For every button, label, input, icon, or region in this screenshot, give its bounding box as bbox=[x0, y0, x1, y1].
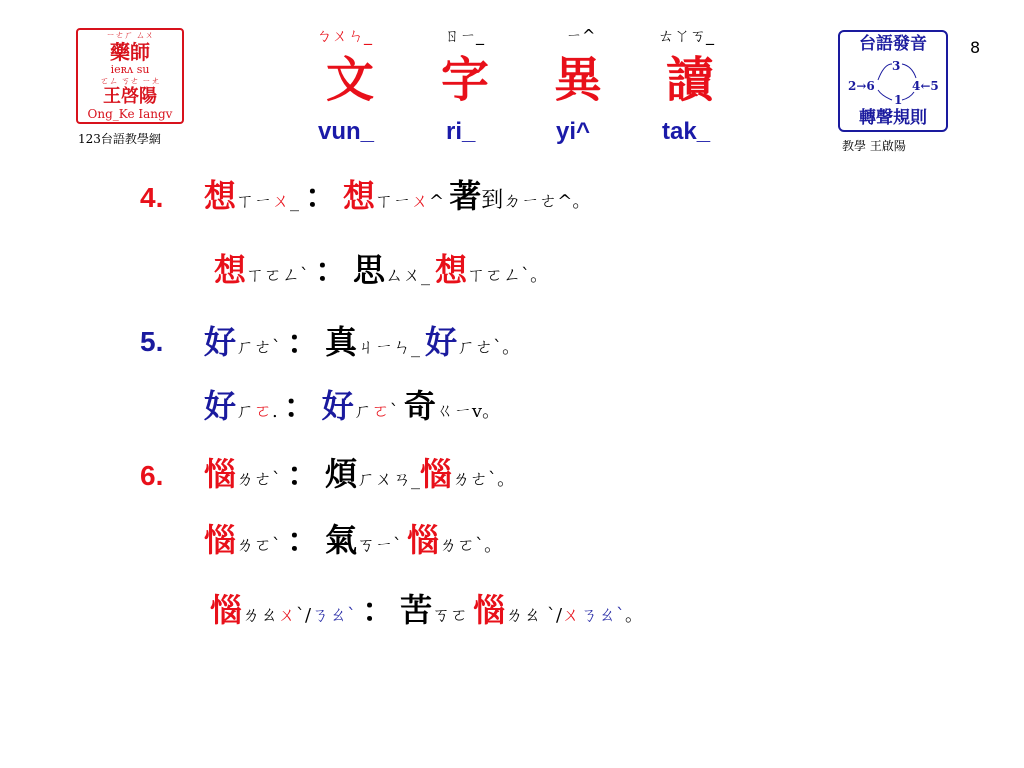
zhuyin: ㄏㄜˋ bbox=[236, 337, 282, 358]
zhuyin: ㄌㄜˋ bbox=[236, 469, 282, 490]
header-char-3: 異 bbox=[554, 52, 603, 108]
zhuyin-tone: ˋ/ bbox=[296, 605, 312, 626]
logo-left bbox=[76, 28, 184, 124]
header-roman-1: vun_ bbox=[318, 118, 375, 145]
zhuyin-text: ㄅㄨㄣ_ bbox=[316, 26, 373, 45]
page-number: 8 bbox=[970, 38, 981, 57]
zhuyin: ㄎㄛ bbox=[432, 605, 469, 626]
char: 氣 bbox=[325, 521, 358, 559]
tone-rule-bottom: 1 bbox=[894, 93, 903, 107]
zhuyin-tone: ^ bbox=[429, 191, 445, 212]
logo-left-caption: 123台語教學網 bbox=[78, 132, 161, 146]
colon: ： bbox=[287, 455, 320, 493]
zhuyin: ㄌㄠ bbox=[242, 605, 279, 626]
char: 惱 bbox=[210, 591, 243, 629]
zhuyin: ㄍㄧv bbox=[435, 401, 483, 422]
zhuyin: ㄙㄨ_ bbox=[385, 265, 431, 286]
zhuyin: ㄌㄠ ˋ/ bbox=[505, 605, 563, 626]
logo-name: 王啓陽 bbox=[103, 86, 157, 107]
zhuyin-tone: ˋ bbox=[389, 401, 399, 422]
zhuyin: ㄏ bbox=[353, 401, 372, 422]
colon: ： bbox=[287, 323, 320, 361]
char: 想 bbox=[343, 177, 376, 215]
zhuyin: ㄐㄧㄣ_ bbox=[357, 337, 421, 358]
line-4b bbox=[214, 251, 549, 289]
char: 想 bbox=[435, 251, 468, 289]
tone-rule-left: 2→6 bbox=[848, 79, 875, 93]
char: 苦 bbox=[400, 591, 433, 629]
zhuyin: ㄎㄧˋ bbox=[357, 535, 403, 556]
char: 好 bbox=[321, 387, 354, 425]
line-6b bbox=[204, 521, 503, 559]
logo-zhuyin-top: ㄧㄜㄏ ㄙㄨ bbox=[106, 31, 154, 41]
logo-roman-bottom: Ong_Ke Iangv bbox=[87, 107, 173, 121]
logo-right-top: 台語發音 bbox=[859, 34, 927, 54]
zhuyin-mark: ㄨ bbox=[562, 605, 581, 626]
logo-right bbox=[838, 30, 948, 132]
zhuyin: ㄉㄧㄜ^ bbox=[503, 191, 573, 212]
period: 。 bbox=[530, 265, 549, 286]
char: 煩 bbox=[325, 455, 358, 493]
char: 想 bbox=[214, 251, 247, 289]
char: 好 bbox=[204, 323, 237, 361]
colon: ： bbox=[283, 387, 316, 425]
zhuyin: ㄏㄜˋ bbox=[457, 337, 503, 358]
colon: ： bbox=[287, 521, 320, 559]
zhuyin: ㄌㄛˋ bbox=[439, 535, 485, 556]
char: 惱 bbox=[420, 455, 453, 493]
zhuyin-mark: ㄨ bbox=[411, 191, 430, 212]
colon: ： bbox=[315, 251, 348, 289]
line-6c bbox=[210, 591, 644, 629]
zhuyin: ㄒㄧ bbox=[236, 191, 273, 212]
colon: ： bbox=[305, 177, 338, 215]
zhuyin: ㄏ bbox=[236, 401, 255, 422]
header-zhuyin-2: ㄖㄧ_ bbox=[444, 26, 485, 45]
zhuyin-mark: ㄨ bbox=[272, 191, 291, 212]
item-number-6: 6. bbox=[140, 460, 164, 491]
logo-zhuyin-bottom: ㄛㄥ ㄎㄜ ㄧㄤ bbox=[100, 77, 160, 87]
item-number-5: 5. bbox=[140, 326, 164, 357]
char: 惱 bbox=[204, 455, 237, 493]
char: 惱 bbox=[407, 521, 440, 559]
period: 。 bbox=[482, 401, 501, 422]
header-char-4: 讀 bbox=[666, 52, 715, 108]
logo-right-caption: 教學 王啟陽 bbox=[842, 139, 906, 153]
logo-roman-top: ieʀʌ su bbox=[110, 63, 150, 76]
zhuyin-mark: ㄨ bbox=[278, 605, 297, 626]
header-zhuyin-1 bbox=[316, 28, 372, 44]
tone-rule-right: 4←5 bbox=[912, 79, 939, 93]
period: 。 bbox=[497, 469, 516, 490]
line-4a bbox=[204, 177, 591, 215]
char: 惱 bbox=[204, 521, 237, 559]
item-number-4: 4. bbox=[140, 182, 164, 213]
zhuyin-alt: ㄋㄠˋ bbox=[311, 605, 357, 626]
zhuyin-tone: _ bbox=[290, 191, 300, 212]
colon: ： bbox=[362, 591, 395, 629]
header-char-1: 文 bbox=[326, 52, 375, 108]
period: 。 bbox=[572, 191, 591, 212]
period: 。 bbox=[484, 535, 503, 556]
char: 著 bbox=[449, 177, 482, 215]
zhuyin: ㄒㄛㄥˋ bbox=[246, 265, 310, 286]
char-small: 到 bbox=[481, 188, 504, 213]
zhuyin: ㄌㄛˋ bbox=[236, 535, 282, 556]
char: 好 bbox=[204, 387, 237, 425]
period: 。 bbox=[625, 605, 644, 626]
header-zhuyin-4: ㄊㄚㄎ_ bbox=[658, 26, 715, 45]
char: 思 bbox=[353, 251, 386, 289]
zhuyin-tone: . bbox=[272, 401, 278, 422]
header-roman-3: yi^ bbox=[556, 118, 591, 145]
zhuyin: ㄌㄜˋ bbox=[452, 469, 498, 490]
header-zhuyin-3: ㄧ^ bbox=[566, 26, 596, 45]
zhuyin-mark: ㄛ bbox=[254, 401, 273, 422]
logo-title: 藥師 bbox=[110, 40, 150, 64]
char: 惱 bbox=[473, 591, 506, 629]
line-5a bbox=[204, 323, 521, 361]
zhuyin: ㄏㄨㄢ_ bbox=[357, 469, 421, 490]
char: 想 bbox=[204, 177, 237, 215]
zhuyin: ㄒㄛㄥˋ bbox=[467, 265, 531, 286]
tone-rule-top: 3 bbox=[892, 59, 901, 73]
zhuyin-mark: ㄛ bbox=[371, 401, 390, 422]
char: 奇 bbox=[403, 387, 436, 425]
zhuyin-alt: ㄋㄠˋ bbox=[580, 605, 626, 626]
line-6a bbox=[204, 455, 516, 493]
char: 真 bbox=[325, 323, 358, 361]
line-5b bbox=[204, 387, 501, 425]
header-roman-4: tak_ bbox=[662, 118, 711, 145]
header-roman-2: ri_ bbox=[446, 118, 476, 145]
period: 。 bbox=[502, 337, 521, 358]
zhuyin: ㄒㄧ bbox=[375, 191, 412, 212]
logo-right-bottom: 轉聲規則 bbox=[859, 108, 927, 128]
header-char-2: 字 bbox=[441, 52, 490, 108]
char: 好 bbox=[425, 323, 458, 361]
